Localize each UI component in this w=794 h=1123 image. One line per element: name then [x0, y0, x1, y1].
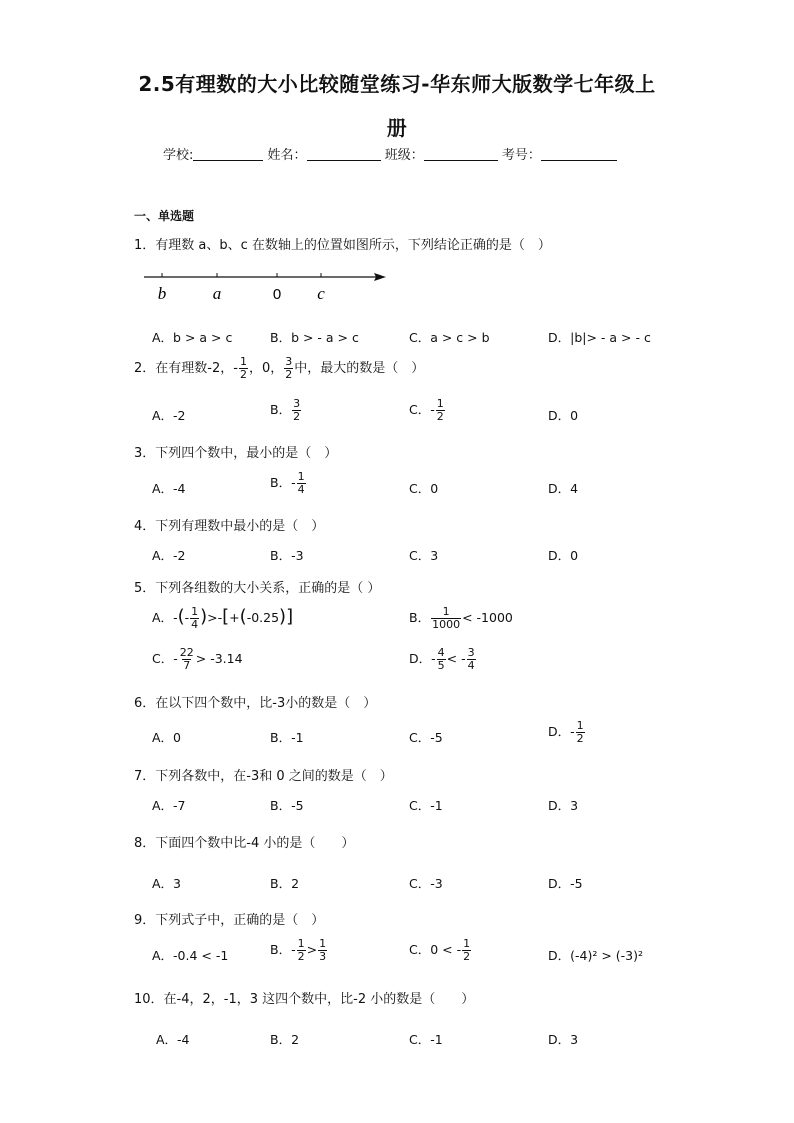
question-6: 6．在以下四个数中，比-3小的数是（ ）	[134, 696, 377, 711]
q2-c-fraction	[436, 398, 445, 423]
q3-option-a[interactable]: A．-4	[152, 481, 186, 496]
class-label: 班级：	[384, 148, 424, 163]
student-info-line	[163, 144, 617, 163]
q10-option-d[interactable]: D．3	[548, 1032, 579, 1047]
q2-option-a[interactable]: A．-2	[152, 408, 186, 423]
q5-a-gt: >-	[207, 610, 223, 625]
q5-a-minus-2: -	[184, 610, 190, 625]
q2-b-num: 3	[293, 397, 301, 410]
q5-a-lparen-2: (	[239, 606, 247, 627]
q4-option-a[interactable]: A．-2	[152, 548, 186, 563]
q5-c-fraction	[179, 647, 195, 672]
q6-option-d[interactable]	[548, 720, 586, 745]
q2-f2-num: 3	[285, 355, 293, 368]
q5-c-rest: > -3.14	[195, 651, 243, 666]
exam-no-label: 考号：	[501, 148, 541, 163]
q10-option-c[interactable]: C．-1	[409, 1032, 443, 1047]
q9-option-d[interactable]: D．(-4)² > (-3)²	[548, 948, 644, 963]
q1-option-a[interactable]: A．b > a > c	[152, 330, 233, 345]
q5-a-lparen: (	[177, 606, 185, 627]
q5-c-label: C．-	[152, 651, 178, 666]
q2-fraction-2	[284, 356, 293, 381]
q5-b-fraction	[431, 606, 461, 631]
q6-d-label: D．-	[548, 724, 575, 739]
q2-fraction-1	[239, 356, 248, 381]
q9-b-den-2: 3	[319, 950, 327, 963]
q3-b-fraction	[297, 471, 306, 496]
number-line	[140, 266, 390, 306]
q5-a-plus: +	[229, 610, 240, 625]
q2-c-label: C．-	[409, 402, 435, 417]
q9-c-fraction	[462, 938, 471, 963]
q5-option-b[interactable]	[409, 606, 513, 631]
q7-option-a[interactable]: A．-7	[152, 798, 186, 813]
q5-d-num-2: 3	[467, 646, 475, 659]
q3-b-label: B．-	[270, 475, 296, 490]
q2-option-d[interactable]: D．0	[548, 408, 579, 423]
q5-a-value: -0.25	[246, 610, 280, 625]
q9-b-fraction-1	[297, 938, 306, 963]
q5-a-label: A．	[152, 610, 174, 625]
page-title: 2.5有理数的大小比较随堂练习-华东师大版数学七年级上	[138, 72, 656, 96]
question-8: 8．下面四个数中比-4 小的是（ ）	[134, 836, 355, 851]
question-2	[134, 356, 424, 381]
q5-option-a[interactable]	[152, 606, 293, 631]
question-10: 10．在-4，2，-1，3 这四个数中，比-2 小的数是（ ）	[134, 992, 475, 1007]
q2-f1-den: 2	[239, 368, 247, 381]
q3-option-b[interactable]	[270, 471, 307, 496]
label-b: b	[157, 284, 167, 303]
q6-option-c[interactable]: C．-5	[409, 730, 443, 745]
q5-c-den: 7	[183, 659, 191, 672]
q5-a-fraction	[190, 606, 199, 631]
q6-d-num: 1	[576, 719, 584, 732]
q3-b-den: 4	[297, 483, 305, 496]
q2-c-num: 1	[436, 397, 444, 410]
q9-option-c[interactable]	[409, 938, 472, 963]
section-heading: 一、单选题	[134, 209, 195, 223]
q3-option-c[interactable]: C．0	[409, 481, 439, 496]
q6-option-a[interactable]: A．0	[152, 730, 182, 745]
q7-option-d[interactable]: D．3	[548, 798, 579, 813]
question-1: 1．有理数 a、b、c 在数轴上的位置如图所示，下列结论正确的是（ ）	[134, 238, 551, 253]
class-blank	[424, 146, 498, 161]
q4-option-b[interactable]: B．-3	[270, 548, 304, 563]
page-title-continued: 册	[386, 116, 408, 140]
q2-c-den: 2	[436, 410, 444, 423]
q9-b-den-1: 2	[297, 950, 305, 963]
q1-option-c[interactable]: C．a > c > b	[409, 330, 490, 345]
q10-option-b[interactable]: B．2	[270, 1032, 300, 1047]
q5-d-fraction-1	[437, 647, 446, 672]
question-4: 4．下列有理数中最小的是（ ）	[134, 519, 325, 534]
q2-b-fraction	[292, 398, 301, 423]
q9-option-b[interactable]	[270, 938, 328, 963]
q5-a-rbracket: ]	[286, 606, 294, 627]
q5-d-fraction-2	[467, 647, 476, 672]
q5-b-den: 1000	[432, 618, 461, 631]
q6-d-den: 2	[576, 732, 584, 745]
q5-option-c[interactable]	[152, 647, 243, 672]
q9-c-label: C．0 < -	[409, 942, 462, 957]
question-7: 7．下列各数中，在-3和 0 之间的数是（ ）	[134, 769, 393, 784]
q9-b-num-2: 1	[319, 937, 327, 950]
q2-option-c[interactable]	[409, 398, 446, 423]
q9-b-mid: >	[306, 942, 318, 957]
q5-d-mid: < -	[446, 651, 466, 666]
q8-option-d[interactable]: D．-5	[548, 876, 583, 891]
q5-a-rparen-2: )	[279, 606, 287, 627]
q5-a-num: 1	[191, 605, 199, 618]
q2-b-label: B．	[270, 402, 292, 417]
school-label: 学校:	[163, 148, 194, 163]
name-blank	[307, 146, 381, 161]
q5-option-d[interactable]	[409, 647, 477, 672]
q5-a-minus-1: -	[173, 610, 178, 625]
q2-prefix: 2．在有理数-2，-	[134, 361, 238, 376]
q10-option-a[interactable]: A．-4	[156, 1032, 190, 1047]
q8-option-c[interactable]: C．-3	[409, 876, 443, 891]
q2-option-b[interactable]	[270, 398, 302, 423]
q5-d-num-1: 4	[437, 646, 445, 659]
q3-option-d[interactable]: D．4	[548, 481, 579, 496]
q5-b-label: B．	[409, 610, 431, 625]
question-3: 3．下列四个数中，最小的是（ ）	[134, 446, 338, 461]
q7-option-b[interactable]: B．-5	[270, 798, 304, 813]
q8-option-a[interactable]: A．3	[152, 876, 182, 891]
q3-b-num: 1	[297, 470, 305, 483]
q5-d-label: D．-	[409, 651, 436, 666]
label-c: c	[317, 284, 325, 303]
q2-suffix: 中，最大的数是（ ）	[294, 361, 425, 376]
q2-f2-den: 2	[285, 368, 293, 381]
q9-c-den: 2	[463, 950, 471, 963]
q2-f1-num: 1	[239, 355, 247, 368]
q2-middle: ，0，	[248, 361, 284, 376]
q1-option-d[interactable]: D．|b|> - a > - c	[548, 330, 651, 345]
q9-c-num: 1	[463, 937, 471, 950]
name-label: 姓名：	[267, 148, 307, 163]
q6-option-b[interactable]: B．-1	[270, 730, 304, 745]
question-5: 5．下列各组数的大小关系，正确的是（ ）	[134, 581, 381, 596]
q5-d-den-1: 5	[437, 659, 445, 672]
q5-c-num: 22	[179, 646, 194, 659]
q9-b-num-1: 1	[297, 937, 305, 950]
q6-d-fraction	[576, 720, 585, 745]
label-0: 0	[272, 286, 282, 303]
q9-b-fraction-2	[318, 938, 327, 963]
q5-a-rparen: )	[200, 606, 208, 627]
q5-b-rest: < -1000	[462, 610, 513, 625]
q5-a-den: 4	[191, 618, 199, 631]
q9-option-a[interactable]: A．-0.4 < -1	[152, 948, 229, 963]
q1-option-b[interactable]: B．b > - a > c	[270, 330, 359, 345]
question-9: 9．下列式子中，正确的是（ ）	[134, 913, 325, 928]
q4-option-d[interactable]: D．0	[548, 548, 579, 563]
q5-b-num: 1	[442, 605, 450, 618]
q5-a-lbracket: [	[222, 606, 230, 627]
q2-b-den: 2	[293, 410, 301, 423]
q7-option-c[interactable]: C．-1	[409, 798, 443, 813]
label-a: a	[212, 284, 222, 303]
q9-b-label: B．-	[270, 942, 296, 957]
q5-d-den-2: 4	[467, 659, 475, 672]
q8-option-b[interactable]: B．2	[270, 876, 300, 891]
exam-no-blank	[541, 146, 617, 161]
q4-option-c[interactable]: C．3	[409, 548, 439, 563]
school-blank	[193, 146, 263, 161]
